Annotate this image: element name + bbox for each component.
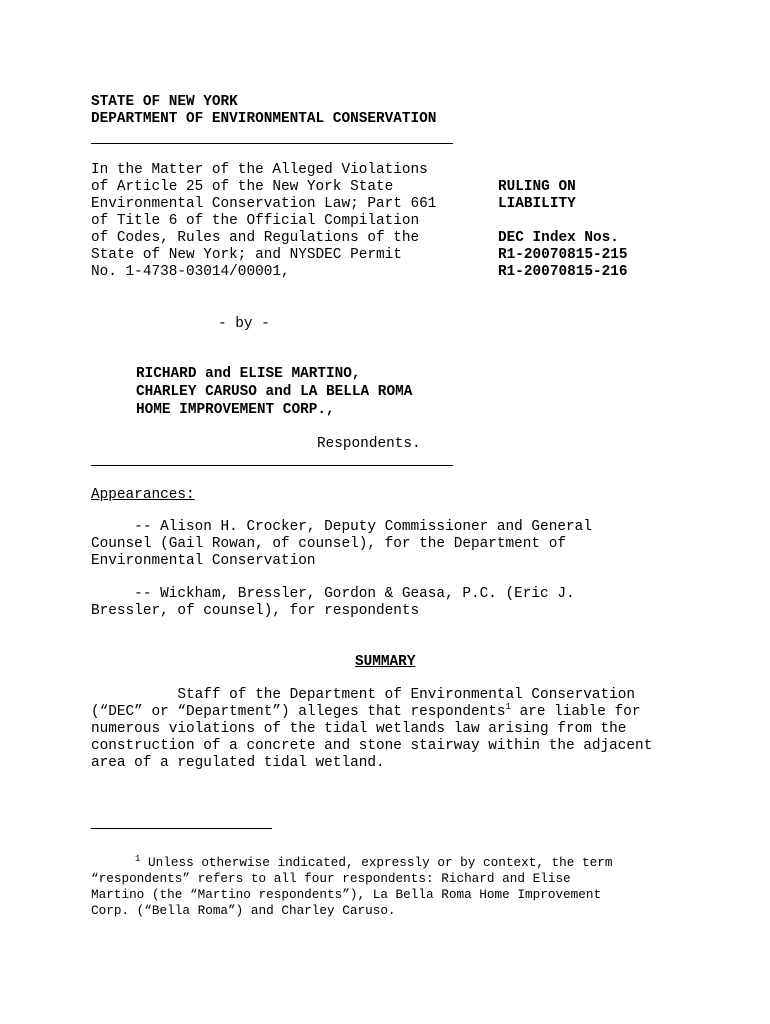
appearance-line: Environmental Conservation [91,553,316,569]
footnote-rule [91,828,272,829]
ruling-title: LIABILITY [498,196,576,212]
appearance-line: Bressler, of counsel), for respondents [91,603,420,619]
footnote-line [91,855,691,871]
header-state: STATE OF NEW YORK [91,94,238,110]
summary-line: Staff of the Department of Environmental Conservation [91,687,636,703]
matter-line: of Codes, Rules and Regulations of the [91,230,420,246]
summary-heading: SUMMARY [355,654,416,670]
matter-line: No. 1-4738-03014/00001, [91,264,290,280]
footnote-marker: 1 [135,853,141,864]
matter-line: In the Matter of the Alleged Violations [91,162,428,178]
footnote-ref: 1 [505,702,511,713]
footnote-line: Martino (the “Martino respondents”), La Bella Roma Home Improvement [91,887,602,902]
appearance-line: Counsel (Gail Rowan, of counsel), for the Department of [91,536,566,552]
by-separator: - by - [218,316,270,332]
summary-text: (“DEC” or “Department”) alleges that respondents [91,704,506,720]
index-label: DEC Index Nos. [498,230,619,246]
header-rule [91,143,453,144]
summary-line: area of a regulated tidal wetland. [91,755,385,771]
respondent-line: HOME IMPROVEMENT CORP., [136,402,335,418]
appearances-heading: Appearances: [91,487,195,503]
ruling-title: RULING ON [498,179,576,195]
summary-line: numerous violations of the tidal wetlands law arising from the [91,721,627,737]
respondent-line: CHARLEY CARUSO and LA BELLA ROMA [136,384,413,400]
respondents-label: Respondents. [317,436,421,452]
matter-line: of Article 25 of the New York State [91,179,394,195]
footnote-line: Corp. (“Bella Roma”) and Charley Caruso. [91,903,396,918]
caption-rule [91,465,453,466]
header-department: DEPARTMENT OF ENVIRONMENTAL CONSERVATION [91,111,437,127]
matter-line: Environmental Conservation Law; Part 661 [91,196,437,212]
matter-line: of Title 6 of the Official Compilation [91,213,420,229]
footnote-text: Unless otherwise indicated, expressly or by context, the term [140,855,613,870]
matter-line: State of New York; and NYSDEC Permit [91,247,402,263]
respondent-line: RICHARD and ELISE MARTINO, [136,366,361,382]
summary-text: are liable for [510,704,641,720]
appearance-line: -- Wickham, Bressler, Gordon & Geasa, P.C. (Eric J. [91,586,575,602]
summary-line [91,704,691,721]
appearance-line: -- Alison H. Crocker, Deputy Commissioner and General [91,519,592,535]
index-number: R1-20070815-216 [498,264,628,280]
index-number: R1-20070815-215 [498,247,628,263]
summary-line: construction of a concrete and stone stairway within the adjacent [91,738,653,754]
footnote-line: “respondents” refers to all four respondents: Richard and Elise [91,871,571,886]
